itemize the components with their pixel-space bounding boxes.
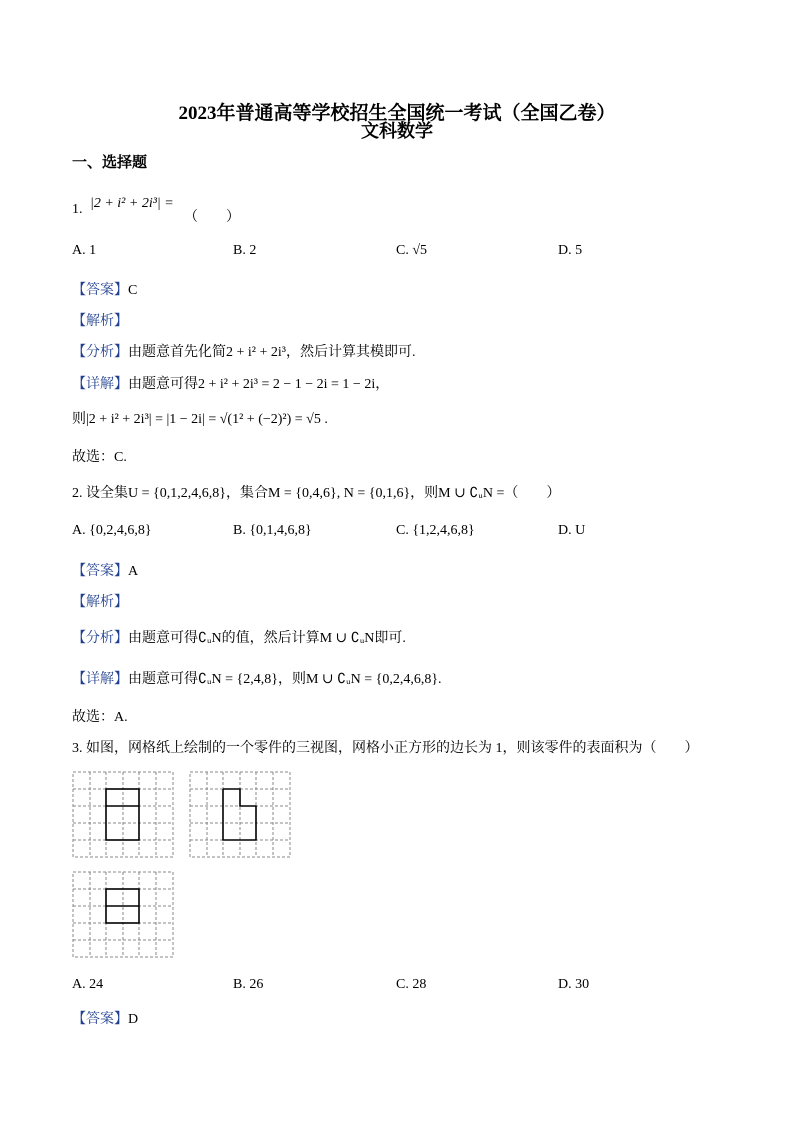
q1-expression: |2 + i² + 2i³| = — [90, 196, 174, 211]
q3-option-b: B. 26 — [233, 977, 264, 992]
q2-choose: 故选：A. — [72, 710, 128, 725]
q1-line2: 则|2 + i² + 2i³| = |1 − 2i| = √(1² + (−2)²) = √5 . — [72, 412, 328, 427]
side-grid — [190, 772, 290, 857]
q2-option-b: B. {0,1,4,6,8} — [233, 523, 312, 538]
q1-option-b: B. 2 — [233, 243, 257, 258]
q2-answer: A — [128, 564, 139, 579]
q2-xiangjie-line — [72, 668, 442, 688]
q2-fenxi-tag: 【分析】 — [72, 630, 128, 646]
q2-option-c: C. {1,2,4,6,8} — [396, 523, 475, 538]
q1-paren: （ ） — [184, 210, 240, 225]
q1-answer: C — [128, 283, 138, 298]
q1-xiangjie-tag: 【详解】 — [72, 376, 128, 392]
q2-option-a: A. {0,2,4,6,8} — [72, 523, 152, 538]
q3-option-d: D. 30 — [558, 977, 590, 992]
q2-xiangjie: 由题意可得∁ᵤN = {2,4,8}，则M ∪ ∁ᵤN = {0,2,4,6,8}. — [128, 672, 442, 687]
q1-number: 1. — [72, 202, 83, 217]
q2-answer-tag: 【答案】 — [72, 563, 128, 579]
q3-answer: D — [128, 1012, 139, 1027]
q1-fenxi-tag: 【分析】 — [72, 344, 128, 360]
document-title: 2023年普通高等学校招生全国统一考试（全国乙卷） — [178, 103, 616, 124]
q1-xiangjie: 由题意可得2 + i² + 2i³ = 2 − 1 − 2i = 1 − 2i， — [128, 377, 390, 392]
q2-stem: 2. 设全集U = {0,1,2,4,6,8}，集合M = {0,4,6}, N = {0,1,6}，则M ∪ ∁ᵤN =（ ） — [72, 486, 561, 501]
q1-analysis-tag: 【解析】 — [72, 313, 128, 329]
q1-fenxi: 由题意首先化简2 + i² + 2i³，然后计算其模即可. — [128, 345, 416, 360]
q1-xiangjie-line — [72, 373, 389, 393]
top-grid — [73, 872, 173, 957]
q2-analysis-tag: 【解析】 — [72, 594, 128, 610]
q3-option-a: A. 24 — [72, 977, 104, 992]
q3-answer-tag: 【答案】 — [72, 1011, 128, 1027]
q2-fenxi-line — [72, 627, 406, 647]
q1-answer-tag: 【答案】 — [72, 282, 128, 298]
q1-option-d: D. 5 — [558, 243, 583, 258]
front-grid — [73, 772, 173, 857]
q1-choose: 故选：C. — [72, 450, 127, 465]
q3-answer-line — [72, 1008, 138, 1028]
q2-fenxi: 由题意可得∁ᵤN的值，然后计算M ∪ ∁ᵤN即可. — [128, 631, 406, 646]
document-subtitle: 文科数学 — [361, 121, 433, 141]
q1-answer-line — [72, 279, 137, 299]
q1-option-c: C. √5 — [396, 243, 428, 258]
q2-xiangjie-tag: 【详解】 — [72, 671, 128, 687]
three-view-front — [72, 771, 174, 858]
q3-option-c: C. 28 — [396, 977, 427, 992]
q3-stem: 3. 如图，网格纸上绘制的一个零件的三视图，网格小正方形的边长为 1，则该零件的表面积为（ ） — [72, 741, 699, 756]
section-heading: 一、选择题 — [72, 155, 148, 171]
q1-fenxi-line — [72, 341, 415, 361]
q2-answer-line — [72, 560, 138, 580]
three-view-top — [72, 871, 174, 958]
q1-option-a: A. 1 — [72, 243, 97, 258]
three-view-side — [189, 771, 291, 858]
q2-option-d: D. U — [558, 523, 586, 538]
